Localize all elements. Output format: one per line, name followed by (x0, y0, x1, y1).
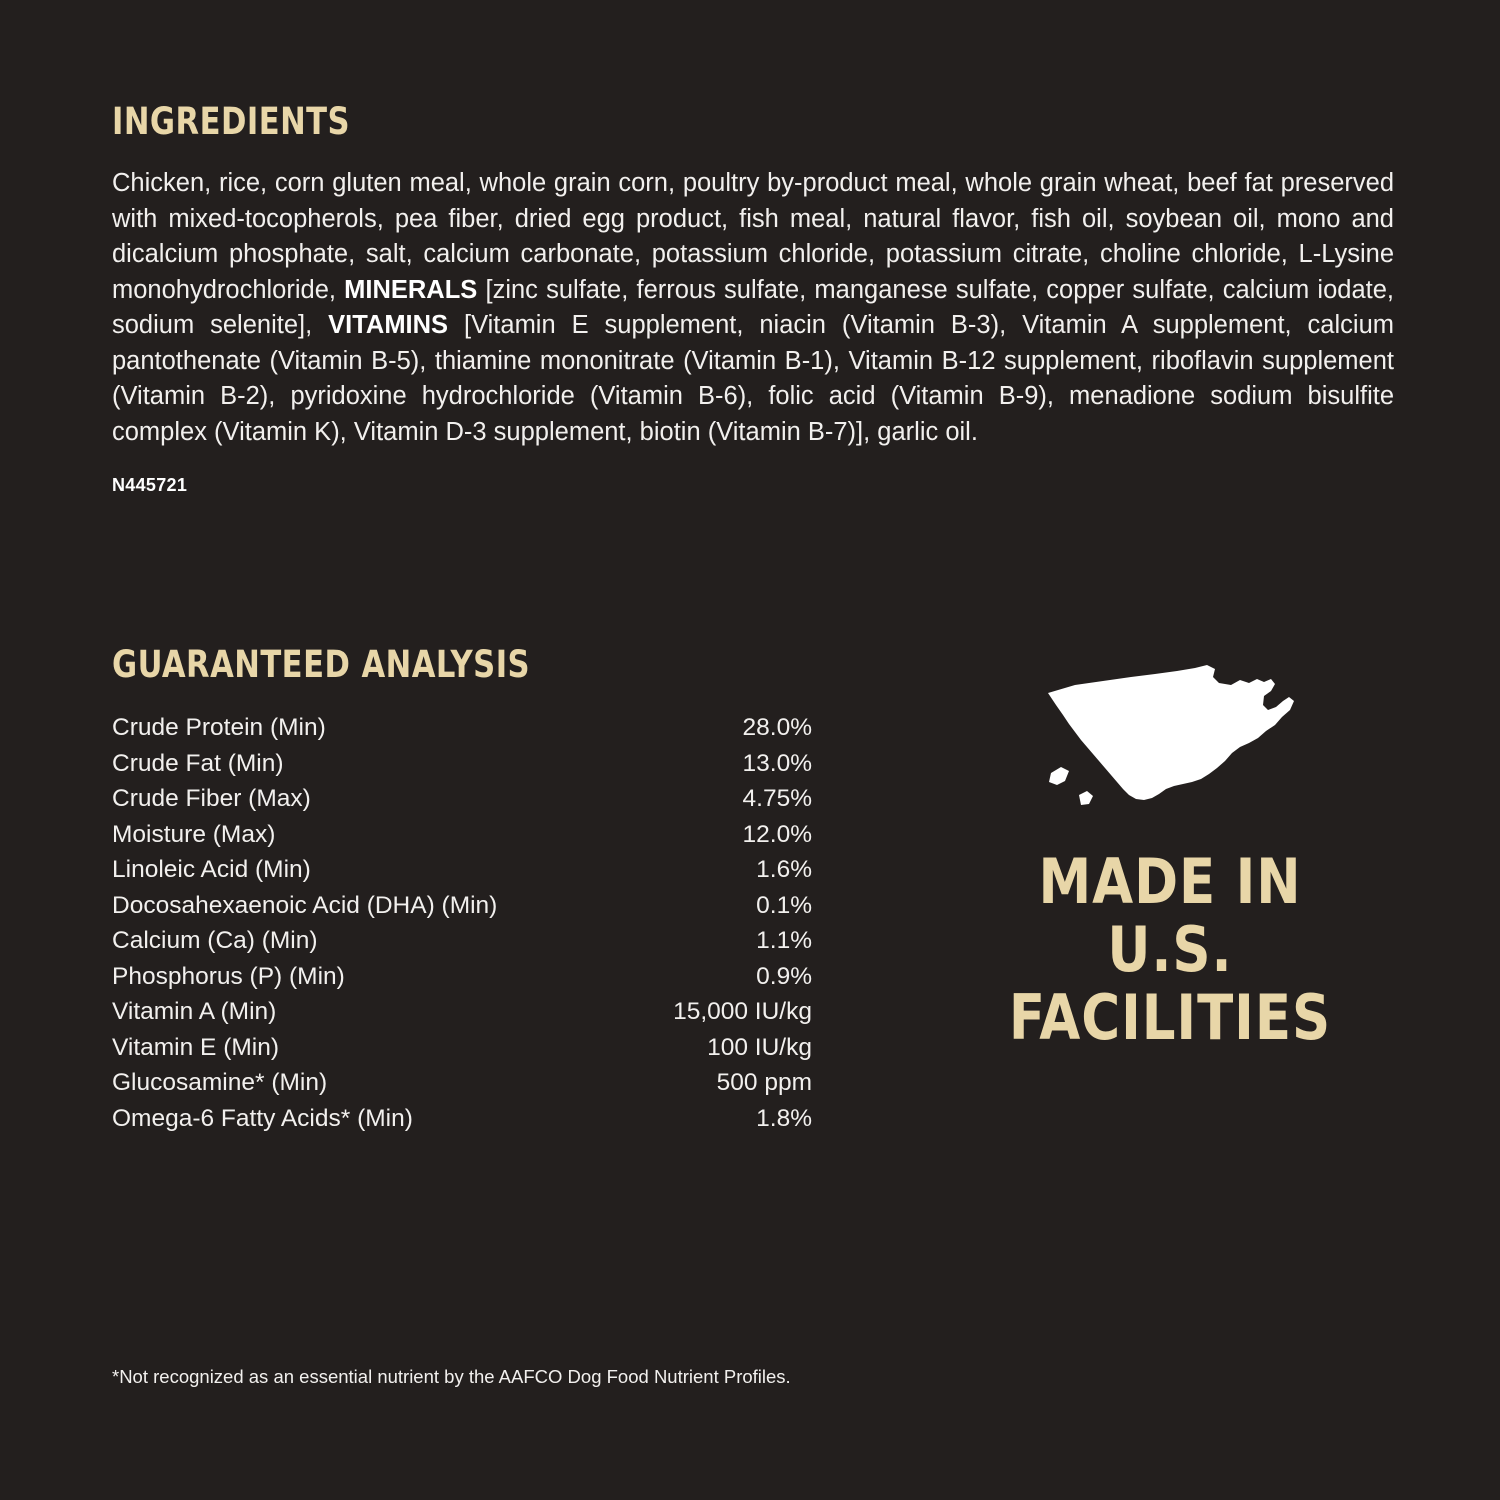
made-in-line-1: MADE IN (1038, 845, 1302, 918)
guaranteed-analysis-heading: GUARANTEED ANALYSIS (112, 643, 531, 686)
made-in-us-facilities-badge (960, 655, 1380, 1052)
nutrient-value: 1.6% (756, 856, 812, 883)
nutrient-value: 1.1% (756, 927, 812, 954)
nutrient-value: 1.8% (756, 1104, 812, 1132)
nutrient-value: 100 IU/kg (707, 1033, 812, 1061)
nutrient-label: Vitamin E (Min) (112, 1033, 280, 1061)
nutrient-label: Calcium (Ca) (Min) (112, 927, 318, 954)
nutrient-label: Linoleic Acid (Min) (112, 856, 311, 883)
nutrient-label: Glucosamine* (Min) (112, 1069, 328, 1096)
guaranteed-analysis-row (112, 994, 812, 1030)
guaranteed-analysis-row (112, 852, 812, 888)
ingredients-heading: INGREDIENTS (112, 100, 351, 143)
ingredients-emphasis: MINERALS (344, 275, 478, 304)
nutrient-value: 12.0% (742, 820, 812, 848)
guaranteed-analysis-row (112, 710, 812, 746)
guaranteed-analysis-row (112, 888, 812, 924)
guaranteed-analysis-row (112, 1030, 812, 1066)
nutrient-label: Crude Fat (Min) (112, 749, 284, 777)
usa-map-icon (1035, 655, 1305, 830)
nutrient-label: Vitamin A (Min) (112, 998, 277, 1025)
nutrient-value: 0.1% (756, 891, 812, 919)
nutrient-label: Moisture (Max) (112, 820, 276, 848)
ingredients-section (112, 102, 1394, 496)
footnote-text: *Not recognized as an essential nutrient by the AAFCO Dog Food Nutrient Profiles. (112, 1366, 791, 1387)
nutrient-value: 15,000 IU/kg (673, 998, 812, 1025)
nutrient-label: Crude Protein (Min) (112, 714, 326, 741)
nutrient-label: Omega-6 Fatty Acids* (Min) (112, 1104, 413, 1132)
guaranteed-analysis-row (112, 781, 812, 817)
nutrient-value: 0.9% (756, 962, 812, 990)
nutrient-value: 13.0% (742, 749, 812, 777)
guaranteed-analysis-row (112, 923, 812, 959)
nutrient-label: Docosahexaenoic Acid (DHA) (Min) (112, 891, 498, 919)
guaranteed-analysis-table (112, 710, 812, 1136)
made-in-text (960, 845, 1380, 1054)
guaranteed-analysis-section (112, 645, 812, 1136)
made-in-line-3: FACILITIES (1008, 981, 1332, 1054)
guaranteed-analysis-row (112, 1065, 812, 1101)
nutrient-value: 500 ppm (716, 1069, 812, 1096)
guaranteed-analysis-row (112, 1101, 812, 1137)
nutrient-label: Phosphorus (P) (Min) (112, 962, 345, 990)
nutrient-value: 28.0% (742, 714, 812, 741)
ingredients-run: Chicken, rice, corn gluten meal, whole grain corn, poultry by-product meal, whole grain wheat, beef fat preserved with mixed-tocopherols, pea fiber, dried egg product, fish meal, natural flavor, fish oil, soybean oil, mono and dicalcium phosphate, salt, calcium carbonate, potassium chloride, potassium citrate, choline chloride, L-Lysine monohydrochloride, (112, 169, 1394, 304)
ingredients-text (112, 166, 1394, 450)
guaranteed-analysis-row (112, 817, 812, 853)
guaranteed-analysis-row (112, 746, 812, 782)
nutrient-value: 4.75% (742, 785, 812, 812)
ingredients-run: [zinc sulfate, ferrous sulfate, manganese sulfate, copper sulfate, calcium iodate, sodium selenite], (112, 275, 1394, 339)
guaranteed-analysis-row (112, 959, 812, 995)
ingredients-emphasis: VITAMINS (328, 311, 449, 339)
made-in-line-2: U.S. (1107, 913, 1233, 986)
ingredients-code: N445721 (112, 475, 188, 495)
nutrient-label: Crude Fiber (Max) (112, 785, 311, 812)
ingredients-run: [Vitamin E supplement, niacin (Vitamin B-3), Vitamin A supplement, calcium pantothenate (Vitamin B-5), thiamine mononitrate (Vitamin B-1), Vitamin B-12 supplement, riboflavin supplement (Vitamin B-2), pyridoxine hydrochloride (Vitamin B-6), folic acid (Vitamin B-9), menadione sodium bisulfite complex (Vitamin K), Vitamin D-3 supplement, biotin (Vitamin B-7)], garlic oil. (112, 311, 1394, 446)
